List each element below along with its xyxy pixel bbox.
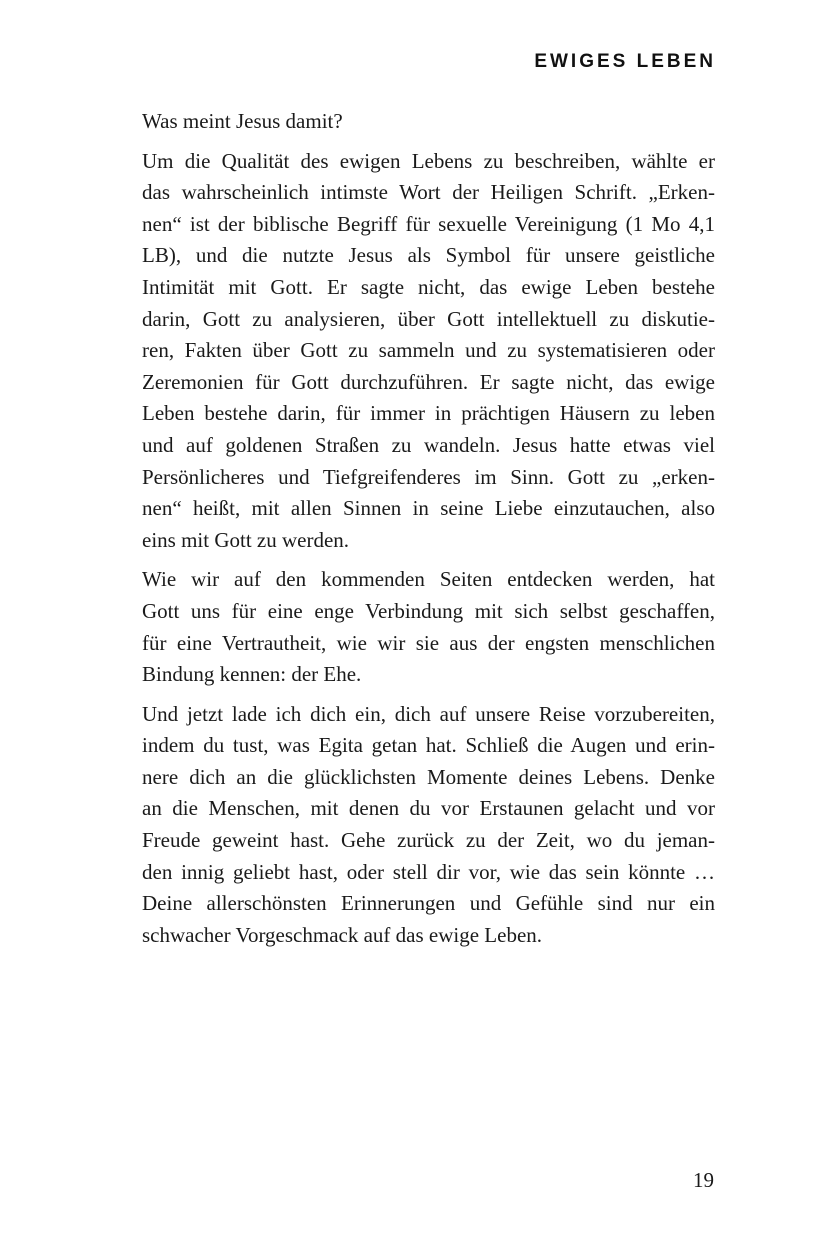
- page-number: 19: [693, 1168, 714, 1192]
- text-line: Intimität mit Gott. Er sagte nicht, das ewige Leben bestehe: [142, 274, 715, 299]
- text-line: und auf goldenen Straßen zu wandeln. Jesus hatte etwas viel: [142, 432, 715, 457]
- text-line: an die Menschen, mit denen du vor Erstaunen gelacht und vor: [142, 796, 715, 821]
- text-line: Gott uns für eine enge Verbindung mit sich selbst geschaffen,: [142, 598, 715, 623]
- text-line: LB), und die nutzte Jesus als Symbol für unsere geistliche: [142, 243, 715, 268]
- text-line: den innig geliebt hast, oder stell dir vor, wie das sein könnte …: [142, 859, 715, 884]
- text-line: Um die Qualität des ewigen Lebens zu beschreiben, wählte er: [142, 148, 715, 173]
- paragraph: [142, 106, 715, 138]
- text-line: nere dich an die glücklichsten Momente deines Lebens. Denke: [142, 764, 715, 789]
- text-line: schwacher Vorgeschmack auf das ewige Leben.: [142, 922, 543, 947]
- text-line: für eine Vertrautheit, wie wir sie aus der engsten menschlichen: [142, 630, 715, 655]
- text-line: eins mit Gott zu werden.: [142, 527, 350, 552]
- running-head: EWIGES LEBEN: [534, 51, 716, 72]
- paragraph: [142, 564, 715, 690]
- text-line: Was meint Jesus damit?: [142, 109, 343, 133]
- text-line: darin, Gott zu analysieren, über Gott intellektuell zu diskutie-: [142, 306, 715, 331]
- text-line: Persönlicheres und Tiefgreifenderes im Sinn. Gott zu „erken-: [142, 464, 715, 489]
- text-line: Leben bestehe darin, für immer in prächtigen Häusern zu leben: [142, 401, 715, 426]
- paragraph: [142, 146, 715, 557]
- body-text: [142, 106, 715, 959]
- text-line: Zeremonien für Gott durchzuführen. Er sagte nicht, das ewige: [142, 369, 715, 394]
- text-line: das wahrscheinlich intimste Wort der Heiligen Schrift. „Erken-: [142, 180, 715, 205]
- text-line: Deine allerschönsten Erinnerungen und Gefühle sind nur ein: [142, 891, 715, 916]
- text-line: nen“ ist der biblische Begriff für sexuelle Vereinigung (1 Mo 4,1: [142, 211, 715, 236]
- text-line: Freude geweint hast. Gehe zurück zu der Zeit, wo du jeman-: [142, 828, 715, 853]
- text-line: Wie wir auf den kommenden Seiten entdecken werden, hat: [142, 567, 715, 592]
- text-line: ren, Fakten über Gott zu sammeln und zu systematisieren oder: [142, 338, 715, 363]
- paragraph: [142, 699, 715, 952]
- text-line: indem du tust, was Egita getan hat. Schließ die Augen und erin-: [142, 733, 715, 758]
- text-line: Bindung kennen: der Ehe.: [142, 662, 362, 687]
- text-line: Und jetzt lade ich dich ein, dich auf unsere Reise vorzubereiten,: [142, 701, 715, 726]
- text-line: nen“ heißt, mit allen Sinnen in seine Liebe einzutauchen, also: [142, 496, 715, 521]
